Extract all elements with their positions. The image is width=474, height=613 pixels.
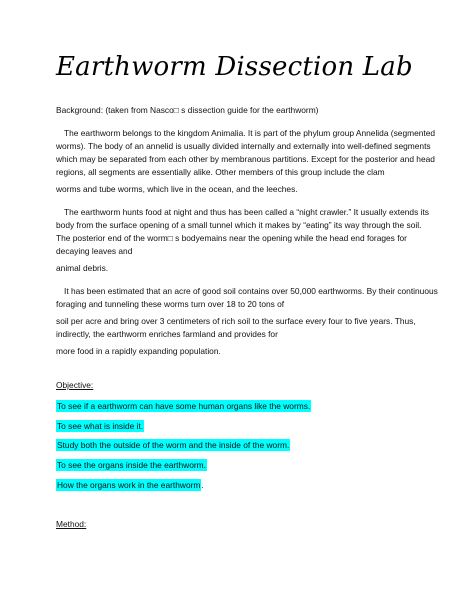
para1-line: The earthworm belongs to the kingdom Animalia. It is part of the phylum group Annelida (segmented xyxy=(64,128,436,138)
background-line: Background: (taken from Nasco□ s dissection guide for the earthworm) xyxy=(56,105,319,115)
document-title: Earthworm Dissection Lab xyxy=(56,52,413,82)
objective-heading: Objective: xyxy=(56,380,94,390)
objective-text: Study both the outside of the worm and the inside of the worm. xyxy=(57,440,290,450)
objective-item xyxy=(56,400,421,413)
para1-continuation: worms and tube worms, which live in the ocean, and the leeches. xyxy=(56,184,298,194)
objective-text: To see the organs inside the earthworm. xyxy=(57,460,206,470)
objective-text: To see if a earthworm can have some human organs like the worms. xyxy=(57,401,311,411)
para2-line: body from the surface opening of a small tunnel which it makes by “eating” its way through the soil. xyxy=(56,220,422,230)
objective-item xyxy=(56,459,421,472)
objective-text: To see what is inside it. xyxy=(57,421,144,431)
para2-line: The earthworm hunts food at night and thus has been called a “night crawler.” It usually extends its xyxy=(64,207,429,217)
para3-cont-line: indirectly, the earthworm enriches farmland and provides for xyxy=(56,329,278,339)
para3-line: It has been estimated that an acre of good soil contains over 50,000 earthworms. By their continuous xyxy=(64,286,438,296)
objective-period: . xyxy=(201,480,204,490)
para1-line: which may be separated from each other by membranous partitions. Except for the posterior and head xyxy=(56,154,435,164)
objective-text: How the organs work in the earthworm xyxy=(57,480,201,490)
para1-line: worms). The body of an annelid is usually divided internally and externally into well-defined segments xyxy=(56,141,431,151)
method-heading: Method: xyxy=(56,519,87,529)
para3-cont-line: soil per acre and bring over 3 centimeters of rich soil to the surface every four to five years. Thus, xyxy=(56,316,416,326)
para3-line: foraging and tunneling these worms turn over 18 to 20 tons of xyxy=(56,299,285,309)
objective-item xyxy=(56,439,421,452)
para1-line: regions, all segments are essentially alike. Other members of this group include the clam xyxy=(56,167,385,177)
para3-final-line: more food in a rapidly expanding population. xyxy=(56,346,221,356)
objective-item xyxy=(56,479,421,492)
para2-continuation: animal debris. xyxy=(56,263,109,273)
para2-line: decaying leaves and xyxy=(56,246,133,256)
objective-item xyxy=(56,420,421,433)
para2-line: The posterior end of the worm□ s bodyemains near the opening while the head end forages for xyxy=(56,233,407,243)
